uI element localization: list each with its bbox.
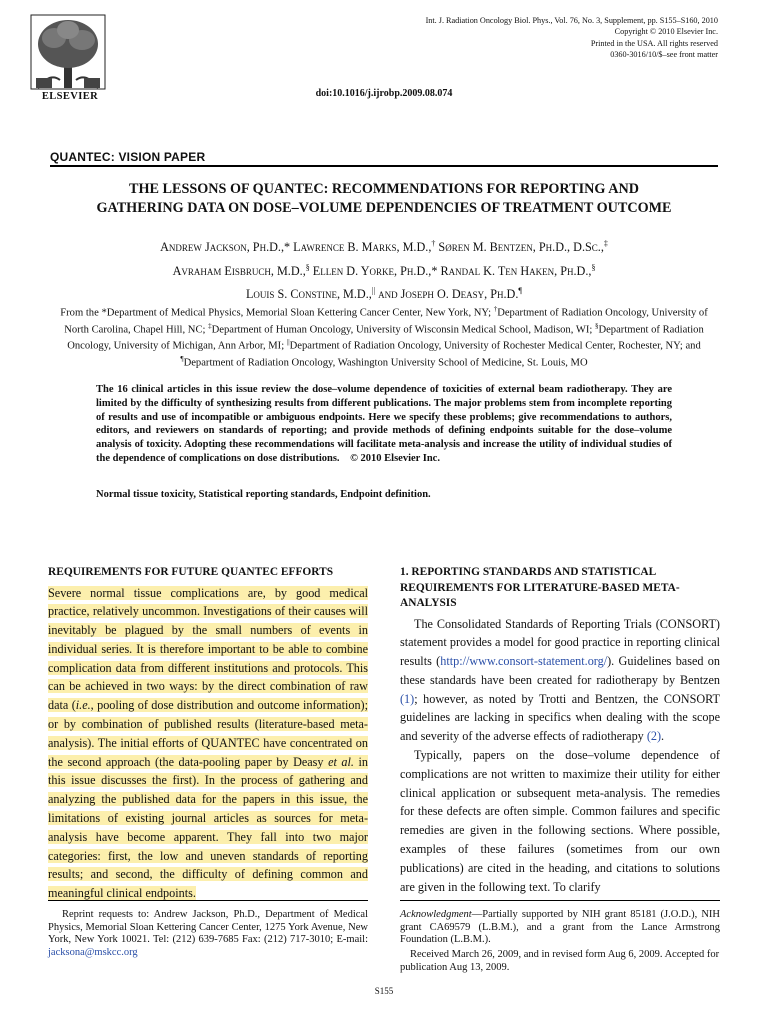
text-run: Severe normal tissue complications are, by good medical practice, relatively uncommon. Investigations of their causes will inevitably be plagued by the small numbers of events in individual series. It is therefore important to be able to combine complication data from different institutions and protocols. This can be achieved in two ways: by the direct combination of raw data (: [48, 585, 368, 713]
paper-title: [50, 180, 718, 218]
journal-line: Printed in the USA. All rights reserved: [590, 38, 718, 48]
affiliation-mark: §: [591, 262, 596, 272]
affiliations: [56, 303, 712, 370]
affiliation-mark: ¶: [518, 286, 523, 296]
author-conjunction: and: [378, 287, 398, 302]
affiliation-mark: ||: [371, 286, 376, 296]
affiliation-mark: §: [305, 262, 310, 272]
affiliation-mark: ||: [286, 338, 290, 347]
author: Andrew Jackson, Ph.D.,: [160, 240, 285, 255]
text-run: —Partially supported by NIH grant 85181 (J.O.D.), NIH grant CA69579 (L.B.M.), and a grant from the Lance Armstrong Foundation (L.B.M.).: [400, 909, 720, 946]
highlighted-text: [48, 586, 368, 901]
text-run: Reprint requests to: Andrew Jackson, Ph.D., Department of Medical Physics, Memorial Sloan Kettering Cancer Center, 1275 York Avenue, New York, New York 10021. Tel: (212) 639-7685 Fax: (212) 717-3010; E-mail:: [48, 909, 368, 946]
affiliation-mark: *: [284, 240, 291, 255]
author: Joseph O. Deasy, Ph.D.: [400, 287, 519, 302]
affiliation-mark: †: [431, 239, 436, 248]
consort-link[interactable]: http://www.consort-statement.org/: [440, 654, 608, 669]
section-heading: 1. REPORTING STANDARDS AND STATISTICAL REQUIREMENTS FOR LITERATURE-BASED META-ANALYSIS: [400, 566, 680, 609]
author: Randal K. Ten Haken, Ph.D.,: [440, 263, 592, 278]
affiliation-mark: *: [101, 307, 107, 319]
paragraph: [48, 584, 368, 904]
text-run: , pooling of dose distribution and outcome information); or by combination of published results (literature-based meta-analysis). The initial efforts of QUANTEC have concentrated on the second approach (the data-pooling paper by Deasy: [48, 698, 369, 769]
author-list: [50, 234, 718, 305]
email-link[interactable]: jacksona@mskcc.org: [48, 946, 138, 958]
footnote-divider: [48, 900, 368, 901]
author: Søren M. Bentzen, Ph.D., D.Sc.,: [438, 240, 604, 255]
author: Louis S. Constine, M.D.,: [245, 287, 372, 302]
text-run: ; however, as noted by Trotti and Bentzen, the CONSORT guidelines are lacking in specifics when dealing with the scope and severity of the adverse effects of radiotherapy: [400, 691, 720, 744]
section-heading: REQUIREMENTS FOR FUTURE QUANTEC EFFORTS: [48, 566, 334, 578]
paragraph: [400, 615, 720, 747]
acknowledgment-label: Acknowledgment: [400, 909, 472, 920]
title-line: GATHERING DATA ON DOSE–VOLUME DEPENDENCIES OF TREATMENT OUTCOME: [96, 200, 672, 216]
page-number: S155: [374, 986, 394, 996]
journal-line: Copyright © 2010 Elsevier Inc.: [614, 27, 718, 37]
citation-link[interactable]: (1): [400, 691, 415, 706]
received-dates: Received March 26, 2009, and in revised form Aug 6, 2009. Accepted for publication Aug 13, 2009.: [400, 949, 720, 973]
left-column: [48, 565, 368, 903]
affiliation-text: Department of Radiation Oncology, University of Rochester Medical Center, Rochester, NY; and: [289, 341, 701, 352]
publisher-name: ELSEVIER: [41, 91, 99, 102]
doi: doi:10.1016/j.ijrobp.2009.08.074: [315, 88, 453, 99]
author: Avraham Eisbruch, M.D.,: [172, 263, 306, 278]
copyright-notice: © 2010 Elsevier Inc.: [350, 452, 440, 464]
title-line: THE LESSONS OF QUANTEC: RECOMMENDATIONS FOR REPORTING AND: [129, 181, 639, 197]
affiliation-mark: †: [493, 305, 498, 313]
affiliation-text: Department of Medical Physics, Memorial Sloan Kettering Cancer Center, New York, NY;: [106, 307, 494, 319]
journal-line: Int. J. Radiation Oncology Biol. Phys., Vol. 76, No. 3, Supplement, pp. S155–S160, 2010: [425, 16, 718, 25]
affiliation-mark: *: [431, 263, 438, 278]
text-run: i.e.: [75, 698, 91, 713]
abstract-text: The 16 clinical articles in this issue review the dose–volume dependence of toxicities of external beam radiotherapy. They are limited by the difficulty of synthesizing results from different publications. The major problems stem from incomplete reporting of results and use of incompatible or ambiguous endpoints. Here we specify these problems; give recommendations to authors, editors, and reviewers on standards of reporting; and provide methods of defining endpoints suitable for the dose–volume analysis of toxicity. Adopting these recommendations will facilitate meta-analysis and increase the utility of individual studies of the dependence of complications on dose distributions.: [96, 384, 672, 464]
reprint-request: [48, 909, 368, 959]
affiliation-text: Department of Human Oncology, University of Wisconsin Medical School, Madison, WI;: [211, 324, 595, 336]
affiliation-mark: ¶: [180, 355, 184, 364]
right-column: [400, 565, 720, 896]
text-run: ). Guidelines based on these standards have been created for radiotherapy by Bentzen: [400, 654, 720, 687]
footnote-divider: [400, 900, 720, 901]
affiliation-mark: ‡: [603, 239, 608, 248]
affiliation-text: Department of Radiation Oncology, University of North Carolina, Chapel Hill, NC;: [64, 307, 708, 336]
section-divider: [50, 165, 718, 167]
journal-citation: [278, 15, 718, 61]
text-run: The Consolidated Standards of Reporting Trials (CONSORT) statement provides a model for good practice in reporting clinical results (: [400, 616, 720, 669]
text-run: .: [661, 729, 665, 744]
affiliation-text: Department of Radiation Oncology, Washington University School of Medicine, St. Louis, MO: [183, 357, 588, 369]
author: Ellen D. Yorke, Ph.D.,: [312, 263, 432, 278]
affiliation-mark: §: [594, 321, 599, 330]
paragraph: Typically, papers on the dose–volume dependence of complications are not written to maximize their utility for either clinical application or subsequent meta-analysis. The remedies for these defects are often simple. Common failures and specific remedies are given in the following sections. Where possible, examples of these failures (sometimes from our own publications) are cited in the heading, and citations to solutions are given in the following text. To clarify: [400, 748, 720, 894]
affiliation-intro: From the: [60, 307, 102, 319]
text-run: et al.: [328, 754, 354, 769]
text-run: in this issue discusses the first). In the process of gathering and analyzing the published data for the papers in this issue, the limitations of existing journal articles as sources for meta-analysis have become apparent. They fall into two major categories: first, the low and uneven standards of reporting results; and second, the difficulty of defining common and meaningful clinical endpoints.: [48, 754, 369, 901]
section-label: QUANTEC: VISION PAPER: [50, 150, 206, 164]
journal-line: 0360-3016/10/$–see front matter: [610, 50, 718, 60]
keywords: Normal tissue toxicity, Statistical reporting standards, Endpoint definition.: [96, 489, 431, 500]
abstract: [96, 383, 672, 466]
author: Lawrence B. Marks, M.D.,: [293, 240, 432, 255]
affiliation-mark: ‡: [208, 321, 212, 330]
citation-link[interactable]: (2): [646, 729, 662, 744]
affiliation-text: Department of Radiation Oncology, University of Michigan, Ann Arbor, MI;: [67, 324, 704, 352]
acknowledgment: [400, 909, 720, 947]
